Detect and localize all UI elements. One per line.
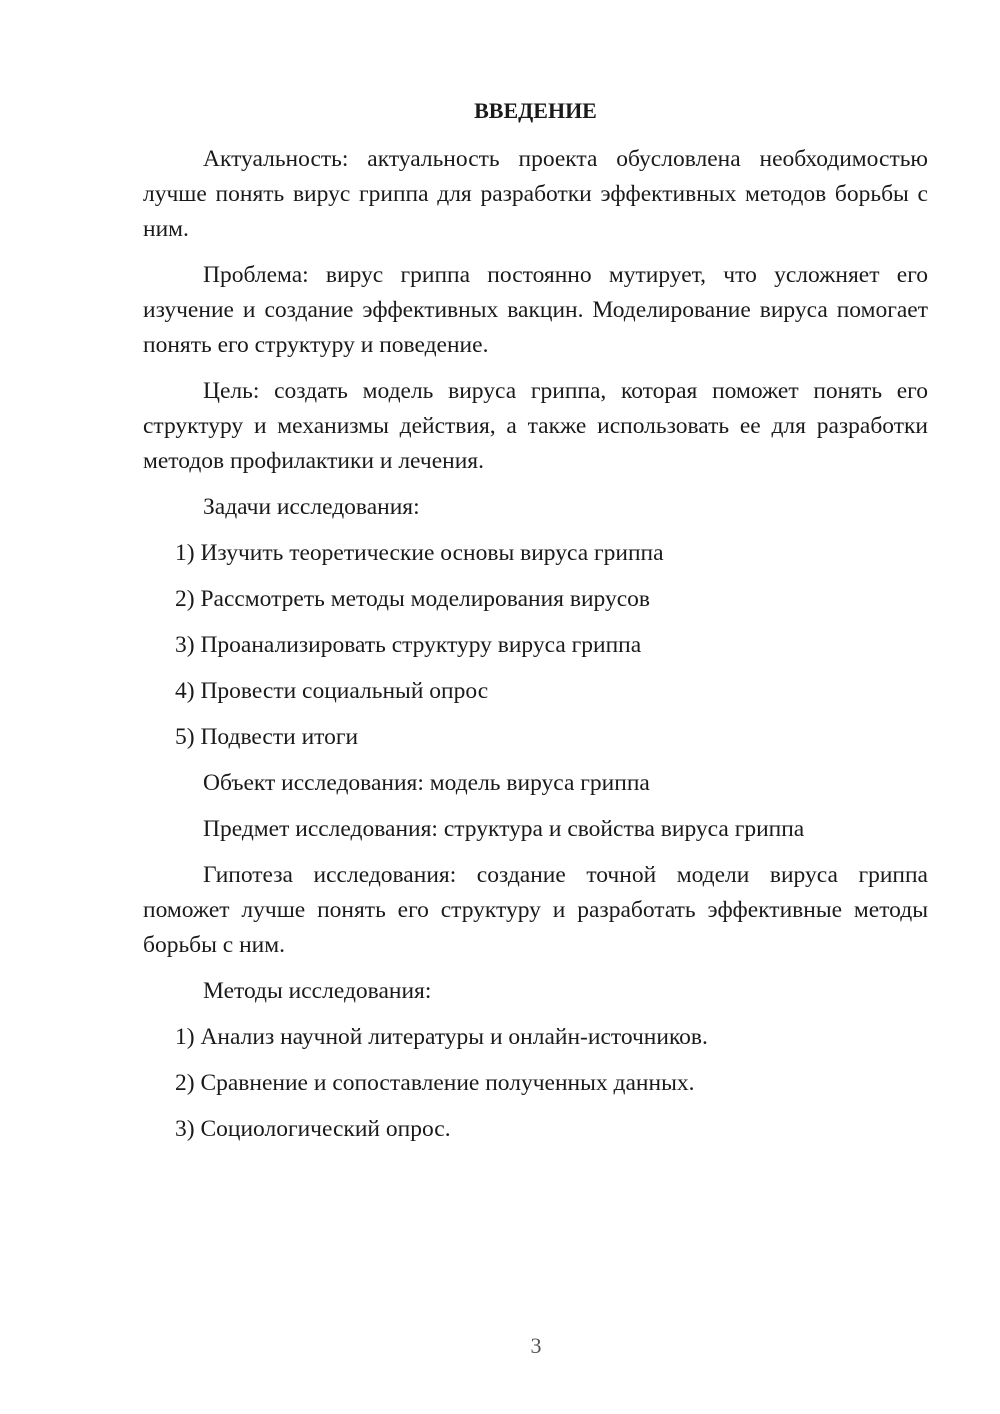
relevance-paragraph: Актуальность: актуальность проекта обусловлена необходимостью лучше понять вирус гриппа для разработки эффективных методов борьбы с ним.	[143, 146, 928, 242]
page-content	[143, 94, 928, 1158]
list-item: 3) Социологический опрос.	[175, 1116, 451, 1142]
list-item: 3) Проанализировать структуру вируса гриппа	[175, 632, 642, 658]
list-item: 2) Рассмотреть методы моделирования вирусов	[175, 586, 651, 612]
subject-line: Предмет исследования: структура и свойства вируса гриппа	[203, 816, 805, 842]
tasks-heading: Задачи исследования:	[203, 494, 420, 520]
methods-heading: Методы исследования:	[203, 978, 432, 1004]
list-item: 2) Сравнение и сопоставление полученных данных.	[175, 1070, 695, 1096]
page-number: 3	[530, 1333, 542, 1358]
list-item: 5) Подвести итоги	[175, 724, 359, 750]
problem-paragraph: Проблема: вирус гриппа постоянно мутирует, что усложняет его изучение и создание эффективных вакцин. Моделирование вируса помогает понять его структуру и поведение.	[143, 262, 928, 358]
object-line: Объект исследования: модель вируса гриппа	[203, 770, 650, 796]
page-title: ВВЕДЕНИЕ	[474, 98, 597, 123]
methods-list	[143, 1020, 928, 1147]
tasks-list	[143, 536, 928, 755]
list-item: 1) Анализ научной литературы и онлайн-источников.	[175, 1024, 708, 1050]
goal-paragraph: Цель: создать модель вируса гриппа, которая поможет понять его структуру и механизмы действия, а также использовать ее для разработки методов профилактики и лечения.	[143, 378, 928, 474]
list-item: 1) Изучить теоретические основы вируса гриппа	[175, 540, 664, 566]
list-item: 4) Провести социальный опрос	[175, 678, 489, 704]
hypothesis-paragraph: Гипотеза исследования: создание точной модели вируса гриппа поможет лучше понять его структуру и разработать эффективные методы борьбы с ним.	[143, 862, 928, 958]
